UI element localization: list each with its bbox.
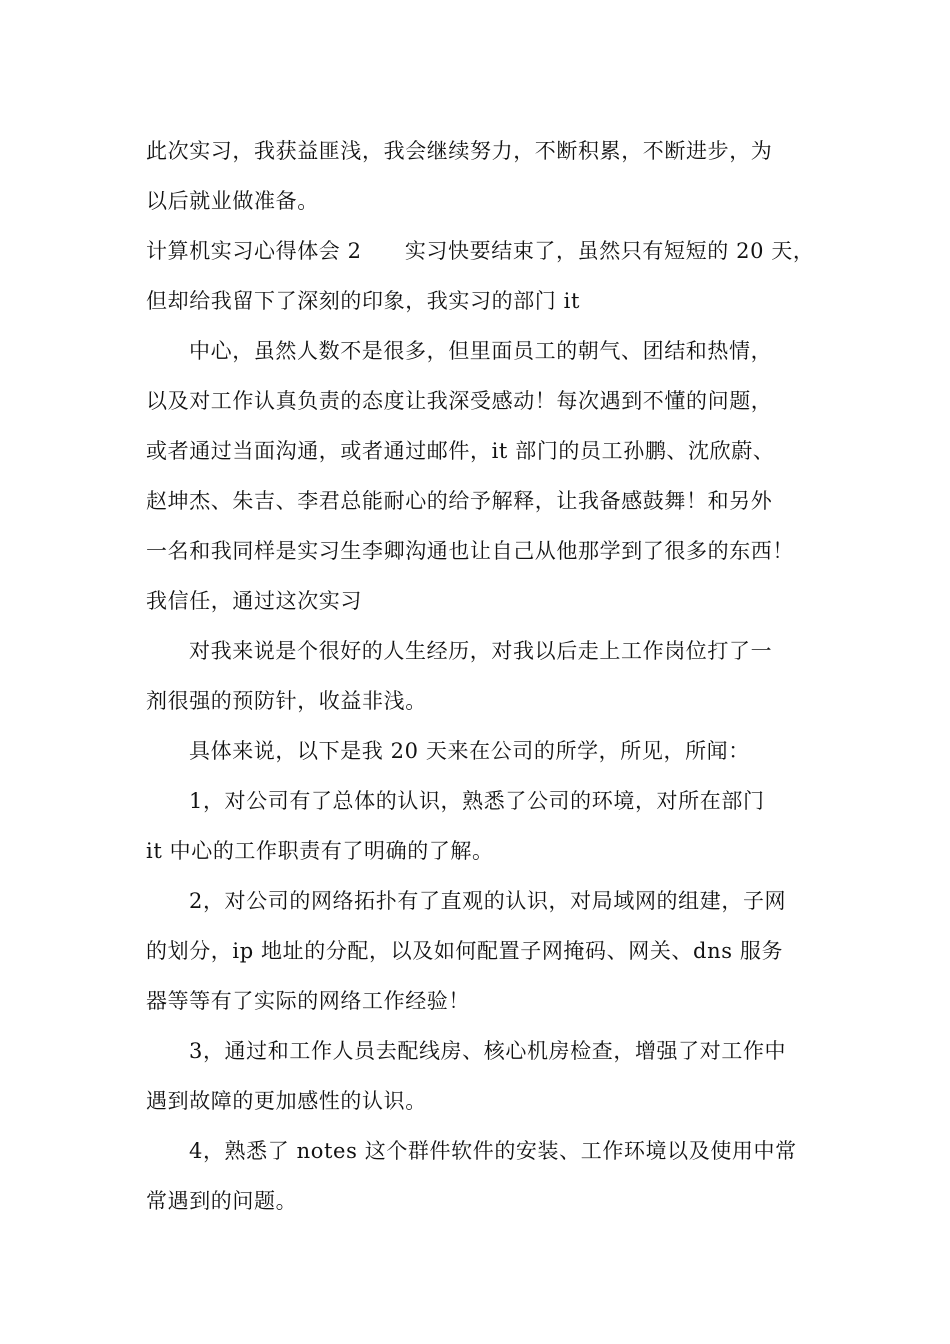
- text-line: 以后就业做准备。: [146, 189, 319, 213]
- text-line: 但却给我留下了深刻的印象，我实习的部门 it: [146, 289, 581, 313]
- text-line: 计算机实习心得体会 2 实习快要结束了，虽然只有短短的 20 天，: [146, 239, 815, 263]
- text-line: 一名和我同样是实习生李卿沟通也让自己从他那学到了很多的东西！: [146, 539, 794, 563]
- text-line: 或者通过当面沟通，或者通过邮件，it 部门的员工孙鹏、沈欣蔚、: [146, 439, 775, 463]
- text-line: 此次实习，我获益匪浅，我会继续努力，不断积累，不断进步，为: [146, 139, 773, 163]
- text-line: 的划分，ip 地址的分配，以及如何配置子网掩码、网关、dns 服务: [146, 939, 784, 963]
- text-line: 具体来说，以下是我 20 天来在公司的所学，所见，所闻：: [189, 739, 750, 763]
- text-line: 2，对公司的网络拓扑有了直观的认识，对局域网的组建，子网: [189, 889, 787, 913]
- text-line: 1，对公司有了总体的认识，熟悉了公司的环境，对所在部门: [189, 789, 765, 813]
- text-line: 我信任，通过这次实习: [146, 589, 362, 613]
- text-line: it 中心的工作职责有了明确的了解。: [146, 839, 494, 863]
- text-line: 常遇到的问题。: [146, 1189, 298, 1213]
- text-line: 遇到故障的更加感性的认识。: [146, 1089, 427, 1113]
- text-line: 以及对工作认真负责的态度让我深受感动！每次遇到不懂的问题，: [146, 389, 773, 413]
- text-line: 赵坤杰、朱吉、李君总能耐心的给予解释，让我备感鼓舞！和另外: [146, 489, 773, 513]
- text-line: 3，通过和工作人员去配线房、核心机房检查，增强了对工作中: [189, 1039, 787, 1063]
- text-line: 对我来说是个很好的人生经历，对我以后走上工作岗位打了一: [189, 639, 773, 663]
- text-line: 4，熟悉了 notes 这个群件软件的安装、工作环境以及使用中常: [189, 1139, 797, 1163]
- text-line: 中心，虽然人数不是很多，但里面员工的朝气、团结和热情，: [189, 339, 773, 363]
- text-line: 器等等有了实际的网络工作经验！: [146, 989, 470, 1013]
- text-line: 剂很强的预防针，收益非浅。: [146, 689, 427, 713]
